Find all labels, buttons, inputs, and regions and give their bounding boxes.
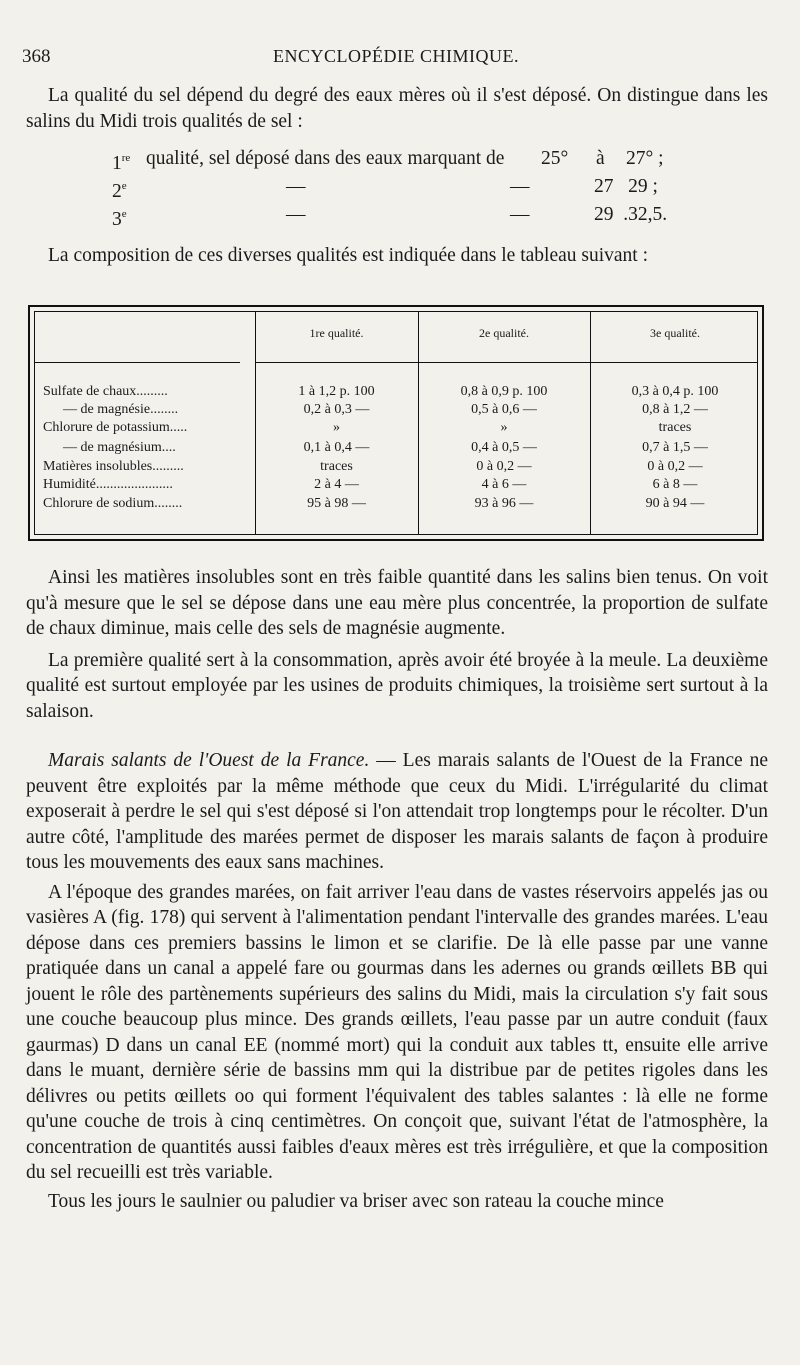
quality-label: —: [286, 204, 306, 225]
table-cell: 0,7 à 1,5 —: [642, 440, 708, 455]
header-quality-3: 3e qualité.: [650, 326, 700, 340]
page-number: 368: [22, 46, 51, 67]
qualities-list: [26, 146, 768, 230]
table-cell: traces: [658, 420, 692, 435]
table-cell: 0,3 à 0,4 p. 100: [631, 384, 719, 399]
table-row-label: Sulfate de chaux.........: [43, 384, 168, 399]
intro-block: [26, 83, 768, 134]
table-cell: »: [500, 420, 508, 435]
table-row-label: Humidité......................: [43, 477, 173, 492]
paragraph-marees: A l'époque des grandes marées, on fait arriver l'eau dans de vastes réservoirs appelés jas ou vasières A (fig. 178) qui servent à l'alimentation pendant l'intervalle des grandes marées. L'eau dépose dans ces premiers bassins le limon et se clarifie. De là elle passe par une vanne pratiquée dans un canal a appelé fare ou gourmas dans les adernes ou grands œillets BB qui jouent le rôle des partènements supérieurs des salins du Midi, mais la circulation s'y fait sous une couche beaucoup plus mince. Des grands œillets, l'eau passe par un autre conduit (faux gaurmas) D dans un canal EE (nommé mort) qui la conduit aux tables tt, ensuite elle arrive dans le muant, dernière série de bassins mm qui la distribue par de petites rigoles dans les délivres ou petits œillets oo qui forment l'équivalent des tables salantes : là elle ne forme qu'une couche de trois à cinq centimètres. On conçoit que, suivant l'état de l'atmosphère, la concentration de quantités aussi faibles d'eaux mères est très irrégulière, et que la composition du sel recueilli est très variable.: [26, 881, 768, 1183]
paragraph-ouest: [26, 748, 768, 876]
table-header-rule: [255, 362, 757, 363]
table-cell: 95 à 98 —: [307, 496, 366, 511]
table-cell: 1 à 1,2 p. 100: [298, 384, 375, 399]
table-cell: 93 à 96 —: [474, 496, 534, 511]
quality-label: —: [286, 176, 306, 197]
table-cell: 2 à 4 —: [314, 477, 359, 492]
header-quality-2: 2e qualité.: [479, 326, 529, 340]
table-cell: 0,5 à 0,6 —: [471, 402, 537, 417]
table-header-rule-left: [35, 362, 240, 363]
quality-label: qualité, sel déposé dans des eaux marquant de: [146, 148, 505, 169]
running-title: ENCYCLOPÉDIE CHIMIQUE.: [273, 46, 519, 66]
quality-suffix: re: [121, 152, 131, 164]
table-row-label: Chlorure de potassium.....: [43, 420, 188, 435]
table-cell: 4 à 6 —: [481, 477, 527, 492]
quality-row: [26, 202, 768, 230]
quality-number: 2: [112, 181, 122, 202]
paragraph-uses: La première qualité sert à la consommation, après avoir été broyée à la meule. La deuxième qualité est surtout employée par les usines de produits chimiques, la troisième sert surtout à la salaison.: [26, 649, 768, 722]
table-cell: 0,4 à 0,5 —: [471, 440, 537, 455]
quality-degree-to: 27° ;: [626, 148, 664, 169]
table-cell: 0,8 à 1,2 —: [642, 402, 708, 417]
section-title: Marais salants de l'Ouest de la France.: [48, 750, 370, 771]
table-cell: 0 à 0,2 —: [476, 459, 532, 474]
body-text: [26, 565, 768, 1214]
quality-degree-from: 25°: [541, 148, 569, 169]
quality-degree-to: 27 29 ;: [594, 176, 658, 197]
quality-row: [26, 174, 768, 202]
table-cell: traces: [320, 459, 353, 474]
paragraph-insolubles: Ainsi les matières insolubles sont en très faible quantité dans les salins bien tenus. On voit qu'à mesure que le sel se dépose dans une eau mère plus concentrée, la proportion de sulfate de chaux diminue, mais celle des sels de magnésie augmente.: [26, 567, 768, 639]
table-inner-frame: [34, 311, 758, 535]
quality-degree-from: —: [510, 176, 530, 197]
quality-degree-sep: à: [596, 148, 605, 169]
table-cell: 0 à 0,2 —: [647, 459, 703, 474]
quality-degree-to: 29 .32,5.: [594, 204, 668, 225]
table-row-label: Matières insolubles.........: [43, 459, 184, 474]
quality-number: 1: [112, 153, 122, 174]
table-cell: 0,2 à 0,3 —: [303, 402, 370, 417]
quality-suffix: e: [121, 180, 127, 192]
paragraph-saulnier: Tous les jours le saulnier ou paludier va briser avec son rateau la couche mince: [48, 1190, 664, 1212]
header-quality-1: 1re qualité.: [309, 326, 364, 340]
quality-row: [26, 146, 768, 174]
table-intro-block: [26, 243, 768, 269]
table-cell: »: [333, 420, 340, 435]
paragraph-intro: La qualité du sel dépend du degré des eaux mères où il s'est déposé. On distingue dans les salins du Midi trois qualités de sel :: [26, 85, 768, 132]
quality-degree-from: —: [510, 204, 530, 225]
table-row-label: — de magnésium....: [63, 440, 176, 455]
table-row-label: Chlorure de sodium........: [43, 496, 183, 511]
table-cell: 0,1 à 0,4 —: [303, 440, 370, 455]
composition-table: [28, 305, 764, 541]
table-cell: 0,8 à 0,9 p. 100: [460, 384, 548, 399]
quality-number: 3: [112, 209, 122, 230]
paragraph-table-intro: La composition de ces diverses qualités est indiquée dans le tableau suivant :: [48, 245, 649, 266]
quality-suffix: e: [121, 208, 127, 220]
table-cell: 90 à 94 —: [645, 496, 705, 511]
table-row-label: — de magnésie........: [63, 402, 179, 417]
page-header: [22, 46, 770, 74]
paragraph-ouest-text: — Les marais salants de l'Ouest de la France ne peuvent être exploités par la même méthode que ceux du Midi. L'irrégularité du climat exposerait à perdre le sel qui s'est déposé si l'on attendait trop longtemps pour le récolter. D'un autre côté, l'amplitude des marées permet de disposer les marais salants de façon à produire tous les mouvements des eaux sans machines.: [26, 750, 768, 873]
table-cell: 6 à 8 —: [652, 477, 698, 492]
